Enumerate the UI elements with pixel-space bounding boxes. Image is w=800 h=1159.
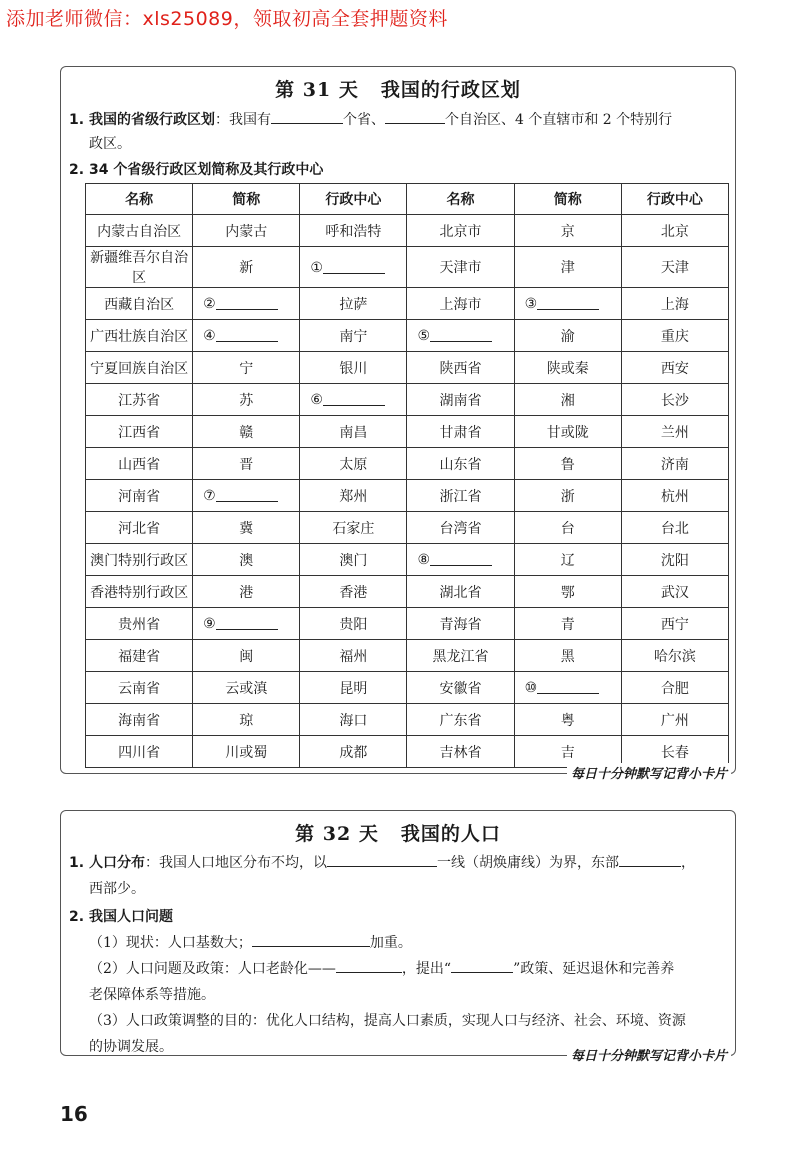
table-cell-blank [407,544,514,576]
question-text: 政区。 [89,136,131,152]
table-cell: 澳门特别行政区 [86,544,193,576]
table-cell: 海口 [300,704,407,736]
question-text: 个省、 [343,112,385,128]
header-capital: 行政中心 [621,184,728,215]
table-cell: 湘 [514,384,621,416]
table-cell: 吉 [514,736,621,768]
sub-text: 的协调发展。 [89,1039,173,1055]
table-cell: 西宁 [621,608,728,640]
table-row [86,352,729,384]
table-cell: 台湾省 [407,512,514,544]
population-question-2 [61,904,735,930]
table-cell: 海南省 [86,704,193,736]
table-row [86,480,729,512]
blank-marker: ⑨ [203,616,216,632]
answer-blank[interactable] [323,259,385,274]
table-cell: 鄂 [514,576,621,608]
sub-text: （1）现状：人口基数大； [89,935,252,951]
table-cell: 内蒙古 [193,215,300,247]
table-cell: 南昌 [300,416,407,448]
table-cell: 西安 [621,352,728,384]
table-cell: 晋 [193,448,300,480]
answer-blank[interactable] [216,615,278,630]
card-31-day: 第 31 天 [275,79,359,101]
table-cell: 吉林省 [407,736,514,768]
card-32-footer: 每日十分钟默写记背小卡片 [567,1045,731,1064]
answer-blank[interactable] [323,391,385,406]
table-cell: 浙江省 [407,480,514,512]
table-cell: 宁 [193,352,300,384]
table-cell: 津 [514,247,621,288]
question-text: ， [681,855,695,871]
answer-blank[interactable] [537,679,599,694]
page-number: 16 [60,1102,88,1126]
table-cell: 香港 [300,576,407,608]
table-row [86,640,729,672]
answer-blank[interactable] [430,327,492,342]
table-cell: 山东省 [407,448,514,480]
table-cell: 江西省 [86,416,193,448]
blank-marker: ⑥ [310,392,323,408]
sub-text: 老保障体系等措施。 [89,987,215,1003]
blank-marker: ① [310,259,323,276]
table-row [86,247,729,288]
table-cell: 山西省 [86,448,193,480]
table-cell: 杭州 [621,480,728,512]
table-cell: 台 [514,512,621,544]
answer-blank[interactable] [619,852,681,867]
card-day-32 [60,810,736,1064]
card-31-topic: 我国的行政区划 [380,79,521,101]
table-cell: 成都 [300,736,407,768]
table-cell: 陕西省 [407,352,514,384]
table-cell: 江苏省 [86,384,193,416]
table-cell: 重庆 [621,320,728,352]
province-table [85,183,729,768]
sub-item-2 [61,956,735,1008]
table-cell: 澳门 [300,544,407,576]
table-cell-blank [300,384,407,416]
table-cell: 石家庄 [300,512,407,544]
table-cell: 四川省 [86,736,193,768]
table-cell: 昆明 [300,672,407,704]
card-31-title [61,75,735,102]
table-cell: 青 [514,608,621,640]
table-cell-blank [193,480,300,512]
table-cell: 郑州 [300,480,407,512]
table-cell-blank [514,288,621,320]
table-cell: 黑龙江省 [407,640,514,672]
table-cell: 新 [193,247,300,288]
sub-text: 加重。 [369,935,412,951]
table-cell: 甘肃省 [407,416,514,448]
table-row [86,608,729,640]
blank-marker: ② [203,296,216,312]
question-number: 1. [69,855,85,871]
question-number: 1. [69,112,85,128]
question-text: 一线（胡焕庸线）为界，东部 [437,855,619,871]
question-text: ：我国人口地区分布不均，以 [145,855,327,871]
table-row [86,576,729,608]
table-cell: 闽 [193,640,300,672]
header-name: 名称 [86,184,193,215]
table-cell: 新疆维吾尔自治区 [86,247,193,288]
header-name: 名称 [407,184,514,215]
table-cell: 甘或陇 [514,416,621,448]
table-cell: 湖北省 [407,576,514,608]
answer-blank[interactable] [216,295,278,310]
table-cell: 银川 [300,352,407,384]
card-31-footer: 每日十分钟默写记背小卡片 [567,763,731,782]
table-cell: 北京 [621,215,728,247]
sub-text: ，提出“ [401,961,452,977]
header-abbr: 简称 [193,184,300,215]
table-cell: 长沙 [621,384,728,416]
table-cell: 济南 [621,448,728,480]
table-cell: 广州 [621,704,728,736]
question-2 [61,158,735,182]
table-cell-blank [407,320,514,352]
card-day-31 [60,66,736,782]
question-label: 我国人口问题 [89,909,173,925]
table-cell: 天津 [621,247,728,288]
question-label: 34 个省级行政区划简称及其行政中心 [89,162,324,178]
table-cell: 兰州 [621,416,728,448]
table-cell-blank [193,608,300,640]
population-question-1 [61,850,735,902]
table-cell: 香港特别行政区 [86,576,193,608]
table-cell: 赣 [193,416,300,448]
table-cell: 冀 [193,512,300,544]
sub-text: （2）人口问题及政策：人口老龄化—— [89,961,336,977]
table-cell: 西藏自治区 [86,288,193,320]
table-cell: 陕或秦 [514,352,621,384]
table-cell: 天津市 [407,247,514,288]
table-cell: 宁夏回族自治区 [86,352,193,384]
watermark-text: 添加老师微信：xls25089，领取初高全套押题资料 [6,8,448,30]
table-cell: 武汉 [621,576,728,608]
sub-item-1 [61,930,735,956]
table-cell: 广东省 [407,704,514,736]
card-32-topic: 我国的人口 [400,823,501,845]
table-cell: 福建省 [86,640,193,672]
blank-marker: ⑩ [524,680,538,696]
question-text: ：我国有 [215,112,271,128]
table-cell: 福州 [300,640,407,672]
table-cell: 哈尔滨 [621,640,728,672]
answer-blank[interactable] [537,295,599,310]
table-cell: 长春 [621,736,728,768]
header-capital: 行政中心 [300,184,407,215]
answer-blank[interactable] [385,109,445,124]
table-cell: 太原 [300,448,407,480]
answer-blank[interactable] [252,932,370,947]
table-row [86,416,729,448]
table-row [86,512,729,544]
table-cell-blank [514,672,621,704]
answer-blank[interactable] [327,852,437,867]
table-cell: 粤 [514,704,621,736]
table-cell: 河北省 [86,512,193,544]
answer-blank[interactable] [430,551,492,566]
table-cell: 沈阳 [621,544,728,576]
question-label: 我国的省级行政区划 [89,112,215,128]
header-abbr: 简称 [514,184,621,215]
table-row [86,704,729,736]
answer-blank[interactable] [216,487,278,502]
answer-blank[interactable] [336,958,402,973]
question-text: 西部少。 [89,881,145,897]
table-header-row [86,184,729,215]
table-cell: 合肥 [621,672,728,704]
answer-blank[interactable] [271,109,343,124]
table-cell: 内蒙古自治区 [86,215,193,247]
table-cell: 呼和浩特 [300,215,407,247]
blank-marker: ⑦ [203,488,216,504]
table-cell: 鲁 [514,448,621,480]
table-row [86,544,729,576]
table-cell: 台北 [621,512,728,544]
table-row [86,320,729,352]
blank-marker: ⑤ [417,328,431,344]
table-cell: 河南省 [86,480,193,512]
table-cell: 澳 [193,544,300,576]
table-cell: 广西壮族自治区 [86,320,193,352]
table-cell: 上海市 [407,288,514,320]
question-number: 2. [69,909,85,925]
table-cell: 苏 [193,384,300,416]
table-cell-blank [193,288,300,320]
blank-marker: ③ [524,296,538,312]
table-cell: 渝 [514,320,621,352]
table-cell: 上海 [621,288,728,320]
table-cell: 川或蜀 [193,736,300,768]
table-cell: 琼 [193,704,300,736]
question-label: 人口分布 [89,855,145,871]
table-cell: 云或滇 [193,672,300,704]
blank-marker: ⑧ [417,552,431,568]
card-32-title [61,819,735,846]
table-row [86,215,729,247]
table-cell: 云南省 [86,672,193,704]
table-cell: 安徽省 [407,672,514,704]
table-cell: 青海省 [407,608,514,640]
table-cell: 港 [193,576,300,608]
table-cell: 湖南省 [407,384,514,416]
table-cell-blank [193,320,300,352]
table-row [86,448,729,480]
table-cell: 京 [514,215,621,247]
table-cell: 浙 [514,480,621,512]
table-cell: 南宁 [300,320,407,352]
question-text: 个自治区、4 个直辖市和 2 个特别行 [445,112,673,128]
table-cell: 辽 [514,544,621,576]
card-32-day: 第 32 天 [295,823,379,845]
question-1 [61,108,735,156]
sub-text: （3）人口政策调整的目的：优化人口结构，提高人口素质，实现人口与经济、社会、环境、资源 [89,1013,686,1029]
blank-marker: ④ [203,328,216,344]
table-cell: 贵州省 [86,608,193,640]
table-row [86,288,729,320]
table-cell: 黑 [514,640,621,672]
question-number: 2. [69,162,85,178]
table-cell: 北京市 [407,215,514,247]
table-cell: 拉萨 [300,288,407,320]
table-cell-blank [300,247,407,288]
sub-text: ”政策、延迟退休和完善养 [513,961,675,977]
answer-blank[interactable] [216,327,278,342]
table-row [86,384,729,416]
answer-blank[interactable] [451,958,513,973]
table-cell: 贵阳 [300,608,407,640]
table-row [86,672,729,704]
